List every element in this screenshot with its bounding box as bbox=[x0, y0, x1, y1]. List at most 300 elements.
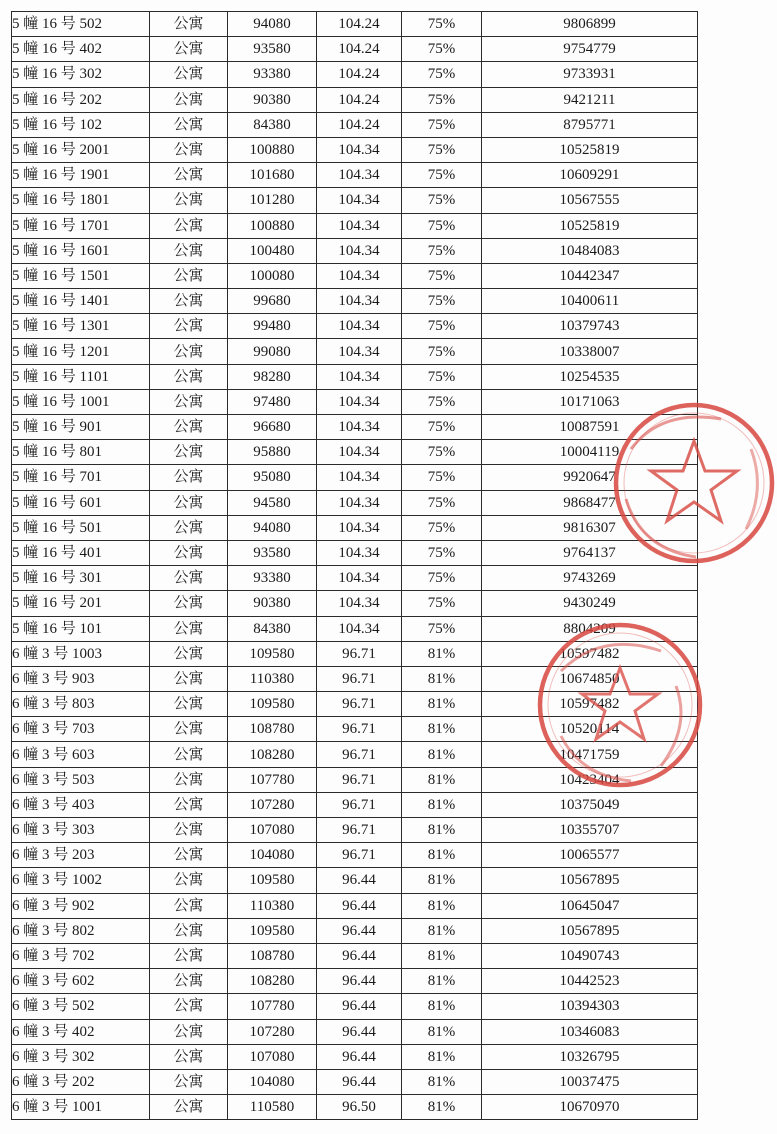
room-number-cell: 6 幢 3 号 902 bbox=[12, 893, 150, 918]
area-cell: 104.34 bbox=[317, 188, 402, 213]
unit-price-cell: 108280 bbox=[228, 969, 317, 994]
table-row bbox=[12, 238, 698, 263]
unit-price-cell: 107280 bbox=[228, 792, 317, 817]
rate-cell: 81% bbox=[402, 692, 482, 717]
total-price-cell: 10567895 bbox=[482, 918, 698, 943]
unit-type-cell: 公寓 bbox=[150, 213, 228, 238]
area-cell: 96.71 bbox=[317, 742, 402, 767]
unit-price-cell: 99680 bbox=[228, 289, 317, 314]
table-row bbox=[12, 289, 698, 314]
rate-cell: 75% bbox=[402, 339, 482, 364]
area-cell: 96.50 bbox=[317, 1095, 402, 1120]
room-number-cell: 5 幢 16 号 1701 bbox=[12, 213, 150, 238]
area-cell: 96.71 bbox=[317, 767, 402, 792]
area-cell: 104.34 bbox=[317, 490, 402, 515]
table-row bbox=[12, 666, 698, 691]
unit-price-cell: 94080 bbox=[228, 515, 317, 540]
total-price-cell: 9421211 bbox=[482, 87, 698, 112]
area-cell: 96.71 bbox=[317, 843, 402, 868]
rate-cell: 75% bbox=[402, 263, 482, 288]
area-cell: 96.44 bbox=[317, 893, 402, 918]
total-price-cell: 10379743 bbox=[482, 314, 698, 339]
unit-price-cell: 95080 bbox=[228, 465, 317, 490]
room-number-cell: 5 幢 16 号 601 bbox=[12, 490, 150, 515]
rate-cell: 81% bbox=[402, 969, 482, 994]
total-price-cell: 10442523 bbox=[482, 969, 698, 994]
table-row bbox=[12, 692, 698, 717]
unit-price-cell: 107780 bbox=[228, 994, 317, 1019]
rate-cell: 81% bbox=[402, 1069, 482, 1094]
total-price-cell: 10326795 bbox=[482, 1044, 698, 1069]
rate-cell: 75% bbox=[402, 213, 482, 238]
table-row bbox=[12, 1044, 698, 1069]
unit-type-cell: 公寓 bbox=[150, 238, 228, 263]
area-cell: 96.44 bbox=[317, 943, 402, 968]
area-cell: 96.71 bbox=[317, 666, 402, 691]
room-number-cell: 5 幢 16 号 501 bbox=[12, 515, 150, 540]
rate-cell: 75% bbox=[402, 188, 482, 213]
unit-type-cell: 公寓 bbox=[150, 188, 228, 213]
total-price-cell: 10490743 bbox=[482, 943, 698, 968]
unit-price-cell: 104080 bbox=[228, 1069, 317, 1094]
unit-type-cell: 公寓 bbox=[150, 969, 228, 994]
unit-price-cell: 93580 bbox=[228, 540, 317, 565]
table-row bbox=[12, 37, 698, 62]
total-price-cell: 10597482 bbox=[482, 641, 698, 666]
table-row bbox=[12, 969, 698, 994]
total-price-cell: 9868477 bbox=[482, 490, 698, 515]
total-price-cell: 10338007 bbox=[482, 339, 698, 364]
unit-type-cell: 公寓 bbox=[150, 314, 228, 339]
unit-type-cell: 公寓 bbox=[150, 1044, 228, 1069]
room-number-cell: 6 幢 3 号 603 bbox=[12, 742, 150, 767]
total-price-cell: 10520114 bbox=[482, 717, 698, 742]
unit-type-cell: 公寓 bbox=[150, 943, 228, 968]
rate-cell: 75% bbox=[402, 465, 482, 490]
unit-price-cell: 109580 bbox=[228, 641, 317, 666]
area-cell: 96.71 bbox=[317, 717, 402, 742]
rate-cell: 75% bbox=[402, 12, 482, 37]
room-number-cell: 5 幢 16 号 502 bbox=[12, 12, 150, 37]
unit-type-cell: 公寓 bbox=[150, 415, 228, 440]
room-number-cell: 5 幢 16 号 2001 bbox=[12, 137, 150, 162]
table-row bbox=[12, 1019, 698, 1044]
total-price-cell: 10171063 bbox=[482, 389, 698, 414]
total-price-cell: 10423404 bbox=[482, 767, 698, 792]
unit-price-cell: 93380 bbox=[228, 62, 317, 87]
unit-type-cell: 公寓 bbox=[150, 566, 228, 591]
total-price-cell: 10567895 bbox=[482, 868, 698, 893]
area-cell: 104.34 bbox=[317, 515, 402, 540]
unit-type-cell: 公寓 bbox=[150, 893, 228, 918]
unit-price-cell: 99080 bbox=[228, 339, 317, 364]
unit-type-cell: 公寓 bbox=[150, 918, 228, 943]
unit-price-cell: 109580 bbox=[228, 868, 317, 893]
rate-cell: 75% bbox=[402, 364, 482, 389]
table-row bbox=[12, 415, 698, 440]
area-cell: 104.34 bbox=[317, 238, 402, 263]
unit-type-cell: 公寓 bbox=[150, 843, 228, 868]
area-cell: 96.44 bbox=[317, 1019, 402, 1044]
room-number-cell: 5 幢 16 号 1401 bbox=[12, 289, 150, 314]
room-number-cell: 6 幢 3 号 402 bbox=[12, 1019, 150, 1044]
area-cell: 104.34 bbox=[317, 137, 402, 162]
rate-cell: 75% bbox=[402, 112, 482, 137]
table-row bbox=[12, 364, 698, 389]
rate-cell: 75% bbox=[402, 289, 482, 314]
area-cell: 96.71 bbox=[317, 692, 402, 717]
total-price-cell: 10567555 bbox=[482, 188, 698, 213]
table-row bbox=[12, 540, 698, 565]
table-row bbox=[12, 137, 698, 162]
table-row bbox=[12, 893, 698, 918]
room-number-cell: 5 幢 16 号 102 bbox=[12, 112, 150, 137]
unit-type-cell: 公寓 bbox=[150, 666, 228, 691]
rate-cell: 81% bbox=[402, 918, 482, 943]
unit-price-cell: 110380 bbox=[228, 893, 317, 918]
unit-price-cell: 93580 bbox=[228, 37, 317, 62]
rate-cell: 81% bbox=[402, 792, 482, 817]
room-number-cell: 6 幢 3 号 302 bbox=[12, 1044, 150, 1069]
room-number-cell: 5 幢 16 号 401 bbox=[12, 540, 150, 565]
area-cell: 104.24 bbox=[317, 87, 402, 112]
unit-type-cell: 公寓 bbox=[150, 62, 228, 87]
room-number-cell: 6 幢 3 号 1001 bbox=[12, 1095, 150, 1120]
area-cell: 104.34 bbox=[317, 213, 402, 238]
unit-price-cell: 110580 bbox=[228, 1095, 317, 1120]
total-price-cell: 10484083 bbox=[482, 238, 698, 263]
room-number-cell: 5 幢 16 号 301 bbox=[12, 566, 150, 591]
unit-price-cell: 109580 bbox=[228, 918, 317, 943]
room-number-cell: 6 幢 3 号 203 bbox=[12, 843, 150, 868]
area-cell: 96.71 bbox=[317, 641, 402, 666]
area-cell: 104.34 bbox=[317, 591, 402, 616]
area-cell: 104.34 bbox=[317, 465, 402, 490]
unit-price-cell: 96680 bbox=[228, 415, 317, 440]
area-cell: 104.34 bbox=[317, 389, 402, 414]
rate-cell: 75% bbox=[402, 163, 482, 188]
unit-price-cell: 107080 bbox=[228, 1044, 317, 1069]
unit-type-cell: 公寓 bbox=[150, 742, 228, 767]
area-cell: 104.34 bbox=[317, 163, 402, 188]
rate-cell: 81% bbox=[402, 641, 482, 666]
table-row bbox=[12, 818, 698, 843]
total-price-cell: 10065577 bbox=[482, 843, 698, 868]
rate-cell: 75% bbox=[402, 490, 482, 515]
total-price-cell: 10355707 bbox=[482, 818, 698, 843]
unit-type-cell: 公寓 bbox=[150, 717, 228, 742]
room-number-cell: 5 幢 16 号 1201 bbox=[12, 339, 150, 364]
total-price-cell: 10442347 bbox=[482, 263, 698, 288]
room-number-cell: 5 幢 16 号 101 bbox=[12, 616, 150, 641]
table-row bbox=[12, 339, 698, 364]
room-number-cell: 5 幢 16 号 1901 bbox=[12, 163, 150, 188]
rate-cell: 75% bbox=[402, 87, 482, 112]
area-cell: 96.44 bbox=[317, 918, 402, 943]
unit-type-cell: 公寓 bbox=[150, 1069, 228, 1094]
table-row bbox=[12, 440, 698, 465]
total-price-cell: 9430249 bbox=[482, 591, 698, 616]
room-number-cell: 6 幢 3 号 1002 bbox=[12, 868, 150, 893]
unit-price-cell: 84380 bbox=[228, 112, 317, 137]
table-row bbox=[12, 566, 698, 591]
rate-cell: 75% bbox=[402, 515, 482, 540]
unit-type-cell: 公寓 bbox=[150, 163, 228, 188]
room-number-cell: 6 幢 3 号 903 bbox=[12, 666, 150, 691]
unit-type-cell: 公寓 bbox=[150, 490, 228, 515]
table-row bbox=[12, 490, 698, 515]
area-cell: 104.34 bbox=[317, 440, 402, 465]
unit-price-cell: 107080 bbox=[228, 818, 317, 843]
rate-cell: 75% bbox=[402, 62, 482, 87]
table-row bbox=[12, 188, 698, 213]
rate-cell: 81% bbox=[402, 843, 482, 868]
rate-cell: 75% bbox=[402, 137, 482, 162]
rate-cell: 81% bbox=[402, 1019, 482, 1044]
total-price-cell: 10375049 bbox=[482, 792, 698, 817]
area-cell: 104.34 bbox=[317, 540, 402, 565]
price-table-body bbox=[12, 12, 698, 1120]
area-cell: 104.34 bbox=[317, 616, 402, 641]
table-row bbox=[12, 87, 698, 112]
table-row bbox=[12, 12, 698, 37]
room-number-cell: 6 幢 3 号 802 bbox=[12, 918, 150, 943]
table-row bbox=[12, 515, 698, 540]
unit-type-cell: 公寓 bbox=[150, 540, 228, 565]
room-number-cell: 6 幢 3 号 303 bbox=[12, 818, 150, 843]
area-cell: 104.34 bbox=[317, 364, 402, 389]
room-number-cell: 6 幢 3 号 202 bbox=[12, 1069, 150, 1094]
room-number-cell: 5 幢 16 号 202 bbox=[12, 87, 150, 112]
rate-cell: 81% bbox=[402, 1095, 482, 1120]
total-price-cell: 9754779 bbox=[482, 37, 698, 62]
rate-cell: 81% bbox=[402, 742, 482, 767]
total-price-cell: 10674850 bbox=[482, 666, 698, 691]
table-row bbox=[12, 1069, 698, 1094]
table-row bbox=[12, 843, 698, 868]
area-cell: 104.34 bbox=[317, 314, 402, 339]
unit-price-cell: 101280 bbox=[228, 188, 317, 213]
area-cell: 104.34 bbox=[317, 339, 402, 364]
unit-type-cell: 公寓 bbox=[150, 263, 228, 288]
unit-price-cell: 90380 bbox=[228, 591, 317, 616]
area-cell: 96.44 bbox=[317, 969, 402, 994]
area-cell: 104.34 bbox=[317, 289, 402, 314]
total-price-cell: 10525819 bbox=[482, 137, 698, 162]
rate-cell: 75% bbox=[402, 238, 482, 263]
table-row bbox=[12, 62, 698, 87]
table-row bbox=[12, 163, 698, 188]
table-row bbox=[12, 742, 698, 767]
total-price-cell: 10400611 bbox=[482, 289, 698, 314]
unit-type-cell: 公寓 bbox=[150, 440, 228, 465]
rate-cell: 81% bbox=[402, 1044, 482, 1069]
total-price-cell: 8804209 bbox=[482, 616, 698, 641]
unit-type-cell: 公寓 bbox=[150, 616, 228, 641]
room-number-cell: 6 幢 3 号 1003 bbox=[12, 641, 150, 666]
table-row bbox=[12, 112, 698, 137]
table-row bbox=[12, 943, 698, 968]
total-price-cell: 10609291 bbox=[482, 163, 698, 188]
unit-type-cell: 公寓 bbox=[150, 767, 228, 792]
room-number-cell: 6 幢 3 号 602 bbox=[12, 969, 150, 994]
table-row bbox=[12, 616, 698, 641]
room-number-cell: 5 幢 16 号 1501 bbox=[12, 263, 150, 288]
room-number-cell: 5 幢 16 号 1801 bbox=[12, 188, 150, 213]
table-row bbox=[12, 213, 698, 238]
unit-price-cell: 107280 bbox=[228, 1019, 317, 1044]
unit-price-cell: 109580 bbox=[228, 692, 317, 717]
room-number-cell: 6 幢 3 号 502 bbox=[12, 994, 150, 1019]
unit-type-cell: 公寓 bbox=[150, 818, 228, 843]
table-row bbox=[12, 767, 698, 792]
table-row bbox=[12, 263, 698, 288]
unit-type-cell: 公寓 bbox=[150, 37, 228, 62]
room-number-cell: 5 幢 16 号 201 bbox=[12, 591, 150, 616]
total-price-cell: 9816307 bbox=[482, 515, 698, 540]
room-number-cell: 6 幢 3 号 803 bbox=[12, 692, 150, 717]
rate-cell: 75% bbox=[402, 415, 482, 440]
unit-type-cell: 公寓 bbox=[150, 591, 228, 616]
table-row bbox=[12, 591, 698, 616]
unit-type-cell: 公寓 bbox=[150, 515, 228, 540]
room-number-cell: 5 幢 16 号 1101 bbox=[12, 364, 150, 389]
unit-price-cell: 100880 bbox=[228, 213, 317, 238]
unit-type-cell: 公寓 bbox=[150, 364, 228, 389]
rate-cell: 81% bbox=[402, 893, 482, 918]
total-price-cell: 9764137 bbox=[482, 540, 698, 565]
unit-type-cell: 公寓 bbox=[150, 389, 228, 414]
unit-price-cell: 95880 bbox=[228, 440, 317, 465]
area-cell: 104.34 bbox=[317, 415, 402, 440]
unit-price-cell: 90380 bbox=[228, 87, 317, 112]
table-row bbox=[12, 918, 698, 943]
unit-price-cell: 94580 bbox=[228, 490, 317, 515]
table-row bbox=[12, 994, 698, 1019]
rate-cell: 75% bbox=[402, 591, 482, 616]
unit-price-cell: 94080 bbox=[228, 12, 317, 37]
area-cell: 104.24 bbox=[317, 62, 402, 87]
rate-cell: 75% bbox=[402, 616, 482, 641]
room-number-cell: 5 幢 16 号 402 bbox=[12, 37, 150, 62]
unit-price-cell: 100480 bbox=[228, 238, 317, 263]
area-cell: 104.24 bbox=[317, 12, 402, 37]
room-number-cell: 6 幢 3 号 702 bbox=[12, 943, 150, 968]
unit-price-cell: 108780 bbox=[228, 943, 317, 968]
total-price-cell: 10597482 bbox=[482, 692, 698, 717]
rate-cell: 75% bbox=[402, 566, 482, 591]
area-cell: 104.34 bbox=[317, 263, 402, 288]
room-number-cell: 5 幢 16 号 801 bbox=[12, 440, 150, 465]
rate-cell: 75% bbox=[402, 314, 482, 339]
rate-cell: 81% bbox=[402, 868, 482, 893]
unit-type-cell: 公寓 bbox=[150, 792, 228, 817]
table-row bbox=[12, 389, 698, 414]
unit-type-cell: 公寓 bbox=[150, 137, 228, 162]
total-price-cell: 10525819 bbox=[482, 213, 698, 238]
unit-type-cell: 公寓 bbox=[150, 465, 228, 490]
total-price-cell: 10670970 bbox=[482, 1095, 698, 1120]
room-number-cell: 5 幢 16 号 1301 bbox=[12, 314, 150, 339]
unit-price-cell: 99480 bbox=[228, 314, 317, 339]
rate-cell: 81% bbox=[402, 717, 482, 742]
area-cell: 96.71 bbox=[317, 818, 402, 843]
unit-type-cell: 公寓 bbox=[150, 1095, 228, 1120]
unit-price-cell: 108280 bbox=[228, 742, 317, 767]
unit-type-cell: 公寓 bbox=[150, 692, 228, 717]
price-table bbox=[11, 11, 698, 1120]
unit-price-cell: 101680 bbox=[228, 163, 317, 188]
rate-cell: 81% bbox=[402, 818, 482, 843]
total-price-cell: 10254535 bbox=[482, 364, 698, 389]
area-cell: 104.34 bbox=[317, 566, 402, 591]
table-row bbox=[12, 717, 698, 742]
rate-cell: 81% bbox=[402, 767, 482, 792]
unit-price-cell: 97480 bbox=[228, 389, 317, 414]
unit-price-cell: 104080 bbox=[228, 843, 317, 868]
total-price-cell: 9743269 bbox=[482, 566, 698, 591]
unit-type-cell: 公寓 bbox=[150, 87, 228, 112]
room-number-cell: 6 幢 3 号 703 bbox=[12, 717, 150, 742]
room-number-cell: 6 幢 3 号 403 bbox=[12, 792, 150, 817]
unit-price-cell: 98280 bbox=[228, 364, 317, 389]
rate-cell: 81% bbox=[402, 666, 482, 691]
total-price-cell: 8795771 bbox=[482, 112, 698, 137]
room-number-cell: 5 幢 16 号 302 bbox=[12, 62, 150, 87]
unit-type-cell: 公寓 bbox=[150, 868, 228, 893]
table-row bbox=[12, 641, 698, 666]
unit-price-cell: 100080 bbox=[228, 263, 317, 288]
total-price-cell: 10037475 bbox=[482, 1069, 698, 1094]
rate-cell: 75% bbox=[402, 389, 482, 414]
rate-cell: 75% bbox=[402, 440, 482, 465]
area-cell: 96.44 bbox=[317, 994, 402, 1019]
table-row bbox=[12, 314, 698, 339]
area-cell: 104.24 bbox=[317, 112, 402, 137]
unit-type-cell: 公寓 bbox=[150, 641, 228, 666]
area-cell: 96.44 bbox=[317, 1069, 402, 1094]
total-price-cell: 10087591 bbox=[482, 415, 698, 440]
unit-type-cell: 公寓 bbox=[150, 1019, 228, 1044]
unit-type-cell: 公寓 bbox=[150, 12, 228, 37]
room-number-cell: 5 幢 16 号 1001 bbox=[12, 389, 150, 414]
unit-price-cell: 93380 bbox=[228, 566, 317, 591]
total-price-cell: 9806899 bbox=[482, 12, 698, 37]
area-cell: 96.44 bbox=[317, 868, 402, 893]
unit-type-cell: 公寓 bbox=[150, 289, 228, 314]
rate-cell: 75% bbox=[402, 540, 482, 565]
rate-cell: 81% bbox=[402, 943, 482, 968]
table-row bbox=[12, 792, 698, 817]
unit-price-cell: 100880 bbox=[228, 137, 317, 162]
table-row bbox=[12, 1095, 698, 1120]
room-number-cell: 5 幢 16 号 701 bbox=[12, 465, 150, 490]
total-price-cell: 10471759 bbox=[482, 742, 698, 767]
rate-cell: 81% bbox=[402, 994, 482, 1019]
unit-type-cell: 公寓 bbox=[150, 994, 228, 1019]
room-number-cell: 5 幢 16 号 901 bbox=[12, 415, 150, 440]
total-price-cell: 10346083 bbox=[482, 1019, 698, 1044]
unit-price-cell: 107780 bbox=[228, 767, 317, 792]
unit-price-cell: 110380 bbox=[228, 666, 317, 691]
unit-price-cell: 108780 bbox=[228, 717, 317, 742]
total-price-cell: 10394303 bbox=[482, 994, 698, 1019]
total-price-cell: 10645047 bbox=[482, 893, 698, 918]
unit-type-cell: 公寓 bbox=[150, 339, 228, 364]
unit-price-cell: 84380 bbox=[228, 616, 317, 641]
area-cell: 104.24 bbox=[317, 37, 402, 62]
room-number-cell: 5 幢 16 号 1601 bbox=[12, 238, 150, 263]
